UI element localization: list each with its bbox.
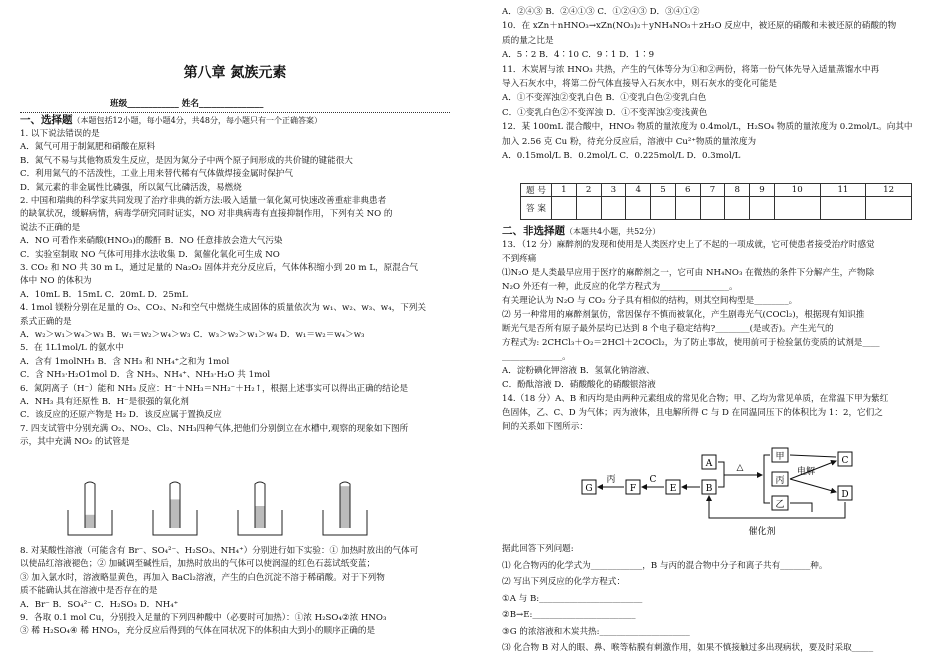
text-line: 2. 中国和瑞典的科学家共同发现了治疗非典的新方法:吸入适量一氧化氮可快速改善重症非典患者: [20, 196, 387, 206]
text-line: 质不能确认其在溶液中是否存在的是: [20, 586, 158, 597]
text-line: 6．氮阴离子（H⁻）能和 NH₃ 反应：H⁻＋NH₃＝NH₂⁻＋H₂↑，根据上述事实可以得出正确的结论是: [20, 383, 409, 394]
text-line: 间的关系如下图所示：: [502, 422, 588, 432]
question-number-cell: 7: [700, 184, 725, 197]
question-number-cell: 2: [576, 184, 601, 197]
text-line: 4. 1mol 镁粉分别在足量的 O₂、CO₂、N₂和空气中燃烧生成固体的质量依次为 w₁、w₂、w₃、w₄，下列关: [20, 303, 426, 314]
question-number-cell: 12: [866, 184, 912, 197]
text-line: 7. 四支试管中分别充满 O₂、NO₂、Cl₂、NH₃四种气体,把他们分别倒立在水槽中,观察的现象如下图所: [20, 423, 409, 434]
text-line: A．0.15mol/L B．0.2mol/L C．0.225mol/L D．0.3mol/L: [502, 151, 741, 161]
text-line: ⑴ 化合物丙的化学式为____________，B 与丙的混合物中分子和离子共有_______种。: [502, 560, 828, 571]
text-line: C．利用氮气的不活泼性，工业上用来替代稀有气体做焊接金属时保护气: [20, 169, 293, 180]
answer-cell[interactable]: [820, 197, 866, 220]
answer-cell[interactable]: [774, 197, 820, 220]
header-divider: [20, 112, 450, 113]
text-line: C．该反应的还原产物是 H₂ D．该反应属于置换反应: [20, 410, 222, 421]
answer-cell[interactable]: [675, 197, 700, 220]
text-line: 断光气是否所有原子最外层均已达到 8 个电子稳定结构?________(是或否)。产生光气的: [502, 324, 834, 334]
text-line: 10．在 xZn＋nHNO₃→xZn(NO₃)₂＋yNH₄NO₃＋zH₂O 反应中，被还原的硝酸和未被还原的硝酸的物: [502, 21, 897, 32]
line-jia-c: [790, 455, 836, 457]
node-jia: 甲: [775, 452, 785, 462]
node-d: D: [841, 490, 849, 500]
answer-cell[interactable]: [750, 197, 775, 220]
question-number-cell: 3: [601, 184, 626, 197]
text-line: 12．某 100mL 混合酸中，HNO₃ 物质的量浓度为 0.4mol/L，H₂SO₄ 物质的量浓度为 0.2mol/L。向其中: [502, 122, 913, 133]
line-yi: [790, 503, 812, 512]
section-1-heading: 一、选择题（本题包括12小题，每小题4分，共48分，每小题只有一个正确答案）: [20, 114, 322, 126]
text-line: 加入 2.56 克 Cu 粉，待充分反应后，溶液中 Cu²⁺物质的量浓度为: [502, 136, 757, 147]
text-line: A．①不变浑浊②变乳白色 B．①变乳白色②变乳白色: [502, 93, 707, 104]
text-line: A．含有 1molNH₃ B．含 NH₃ 和 NH₄⁺之和为 1mol: [20, 356, 230, 367]
answer-cell[interactable]: [725, 197, 750, 220]
heat-label: △: [736, 463, 744, 473]
text-line: 体中 NO 的体积为: [20, 276, 92, 287]
text-line: 5．在 1L1mol/L 的氨水中: [20, 343, 124, 354]
text-line: ⑴N₂O 是人类最早应用于医疗的麻醉剂之一，它可由 NH₄NO₃ 在微热的条件下分解产生，产物除: [502, 268, 875, 278]
text-line: A．Br⁻ B．SO₄²⁻ C．H₂SO₃ D．NH₄⁺: [20, 599, 179, 610]
answer-table-number-row: [521, 184, 912, 197]
electrolysis-label: 电解: [796, 467, 816, 477]
text-line: C．含 NH₃·H₂O1mol D．含 NH₃、NH₄⁺、NH₃·H₂O 共 1mol: [20, 370, 271, 381]
question-number-cell: 8: [725, 184, 750, 197]
arrow-bing-d: [790, 479, 836, 492]
question-number-cell: 10: [774, 184, 820, 197]
question-number-cell: 5: [651, 184, 676, 197]
answer-cell[interactable]: [700, 197, 725, 220]
text-line: 色固体，乙、C、D 为气体；丙为液体，且电解所得 C 与 D 在同温同压下的体积比为 1：2，它们之: [502, 408, 883, 418]
bracket-products: [764, 455, 770, 503]
text-line: A．氮气可用于制氮肥和硝酸在原料: [20, 142, 156, 153]
node-b: B: [705, 484, 713, 494]
answer-cell[interactable]: [626, 197, 651, 220]
text-line: 不到疼痛: [502, 254, 537, 264]
text-line: ①A 与 B:________________________: [502, 593, 643, 604]
test-tube-2: [153, 482, 197, 535]
node-bing: 丙: [775, 476, 785, 486]
text-line: C．①变乳白色②不变浑浊 D．①不变浑浊②变浅黄色: [502, 107, 708, 118]
node-yi: 乙: [775, 500, 785, 510]
text-line: 系式正确的是: [20, 316, 72, 327]
text-line: D．氮元素的非金属性比磷强，所以氮气比磷活泼，易燃烧: [20, 182, 242, 193]
answer-cell[interactable]: [601, 197, 626, 220]
row-label: 题 号: [521, 184, 552, 197]
question-number-cell: 1: [552, 184, 577, 197]
test-tube-3: [238, 482, 282, 535]
answer-cell[interactable]: [866, 197, 912, 220]
text-line: 3. CO₂ 和 NO 共 30 m L，通过足量的 Na₂O₂ 固体并充分反应后，气体体积缩小到 20 m L，原混合气: [20, 263, 418, 273]
text-line: 14.（18 分）A、B 和丙均是由两种元素组成的常见化合物；甲、乙均为常见单质，在常温下甲为紫红: [502, 394, 889, 404]
section-2-heading: 二、非选择题（本题共4小题，共52分）: [502, 225, 661, 237]
text-line: 质的量之比是: [502, 35, 554, 46]
text-line: 1. 以下说法错误的是: [20, 129, 100, 139]
text-line: 的缺氧状况，缓解病情，病毒学研究同时证实，NO 对非典病毒有直接抑制作用，下列有关 NO 的: [20, 209, 393, 220]
text-line: 13．（12 分）麻醉剂的发现和使用是人类医疗史上了不起的一项成就，它可使患者接受治疗时感觉: [502, 240, 875, 250]
text-line: A．NO 可看作来硝酸(HNO₃)的酸酐 B．NO 任意排放会造大气污染: [20, 236, 283, 247]
node-f: F: [629, 484, 637, 494]
bracket-ab: [718, 462, 724, 487]
text-line: B．氮气不易与其他物质发生反应，是因为氮分子中两个原子间形成的共价键的键能很大: [20, 155, 353, 166]
text-line: 8. 对某酸性溶液（可能含有 Br⁻、SO₄²⁻、H₂SO₃、NH₄⁺）分别进行如下实验：① 加热时放出的气体可: [20, 546, 419, 556]
text-line: 有关理论认为 N₂O 与 CO₂ 分子具有相似的结构，则其空间构型是________。: [502, 296, 798, 306]
answer-table-answer-row: [521, 197, 912, 220]
question-number-cell: 9: [750, 184, 775, 197]
left-column: [20, 0, 450, 671]
test-tube-1: [68, 482, 112, 535]
text-line: ______________。: [502, 352, 571, 362]
text-line: A．10mL B．15mL C．20mL D．25mL: [20, 289, 188, 300]
answer-cell[interactable]: [552, 197, 577, 220]
answer-cell[interactable]: [576, 197, 601, 220]
c-arrow-label: C: [649, 475, 657, 485]
text-line: 导入石灰水中，将第二份气体直接导入石灰水中，则石灰水的变化可能是: [502, 79, 778, 89]
text-line: ②B→E:________________________: [502, 610, 636, 620]
text-line: A．5∶2 B．4∶10 C．9∶1 D．1∶9: [502, 50, 655, 61]
test-tube-4: [323, 482, 367, 535]
text-line: ③G 的浓溶液和木炭共热:_____________________: [502, 626, 690, 637]
text-line: A．②④③ B．②④①③ C．①②④③ D．③④①②: [502, 7, 700, 17]
text-line: A．w₂＞w₁＞w₄＞w₃ B．w₁＝w₂＞w₄＞w₃ C．w₃＞w₂＞w₁＞w₄ D．w₁＝w₂＝w₄＞w₃: [20, 330, 365, 340]
text-line: C．酚酞溶液 D．硝酸酸化的硝酸银溶液: [502, 380, 656, 390]
test-tube-figure: [60, 480, 400, 540]
right-column: [502, 0, 932, 671]
text-line: 9．各取 0.1 mol Cu，分别投入足量的下列四种酸中（必要时可加热）：①浓 H₂SO₄②浓 HNO₃: [20, 613, 387, 623]
text-line: 以使品红溶液褪色；② 加碱调至碱性后，加热时放出的气体可以使润湿的红色石蕊试纸变蓝；: [20, 559, 376, 570]
row-label: 答 案: [521, 197, 552, 220]
text-line: ⑵ 另一种常用的麻醉剂氯仿，常因保存不慎而被氧化，产生剧毒光气(COCl₂)，根据现有知识推: [502, 310, 865, 320]
text-line: 11．木炭屑与浓 HNO₃ 共热，产生的气体等分为①和②两份，将第一份气体先导入适量蒸馏水中再: [502, 64, 880, 75]
answer-cell[interactable]: [651, 197, 676, 220]
text-line: C．实验室制取 NO 气体可用排水法收集 D．氮催化氧化可生成 NO: [20, 249, 280, 260]
node-c: C: [841, 456, 849, 466]
text-line: 示，其中充满 NO₂ 的试管是: [20, 437, 130, 448]
text-line: N₂O 外还有一种，此反应的化学方程式为________________。: [502, 282, 738, 292]
text-line: ③ 加入氯水时，溶液略显黄色，再加入 BaCl₂溶液，产生的白色沉淀不溶于稀硝酸。对于下列物: [20, 572, 385, 583]
reaction-flow-diagram: [572, 440, 872, 540]
node-e: E: [669, 484, 677, 494]
bing-arrow-label: 丙: [606, 475, 616, 485]
text-line: 据此回答下列问题:: [502, 544, 574, 554]
text-line: 说法不正确的是: [20, 222, 81, 233]
answer-table: [520, 183, 912, 220]
page-title: 第八章 氮族元素: [183, 65, 287, 81]
catalyst-label: 催化剂: [748, 527, 776, 537]
question-number-cell: 11: [820, 184, 866, 197]
text-line: ⑶ 化合物 B 对人的眼、鼻、喉等粘膜有刺激作用，如果不慎接触过多出现病状，要及时采取_____: [502, 643, 874, 653]
node-g: G: [585, 484, 593, 494]
question-number-cell: 6: [675, 184, 700, 197]
text-line: 方程式为: 2CHCl₃＋O₂＝2HCl＋2COCl₂，为了防止事故，使用前可于检验氯仿变质的试剂是____: [502, 338, 880, 348]
node-a: A: [705, 459, 713, 469]
question-number-cell: 4: [626, 184, 651, 197]
text-line: ⑵ 写出下列反应的化学方程式：: [502, 577, 626, 587]
class-name-line[interactable]: 班级____________ 姓名_______________: [110, 99, 264, 109]
text-line: A．NH₃ 具有还原性 B．H⁻是很强的氧化剂: [20, 397, 189, 407]
text-line: A．淀粉碘化钾溶液 B．氢氧化钠溶液、: [502, 366, 655, 376]
text-line: ③ 稀 H₂SO₄④ 稀 HNO₃，充分反应后得到的气体在同状况下的体积由大到小的顺序正确的是: [20, 626, 376, 637]
